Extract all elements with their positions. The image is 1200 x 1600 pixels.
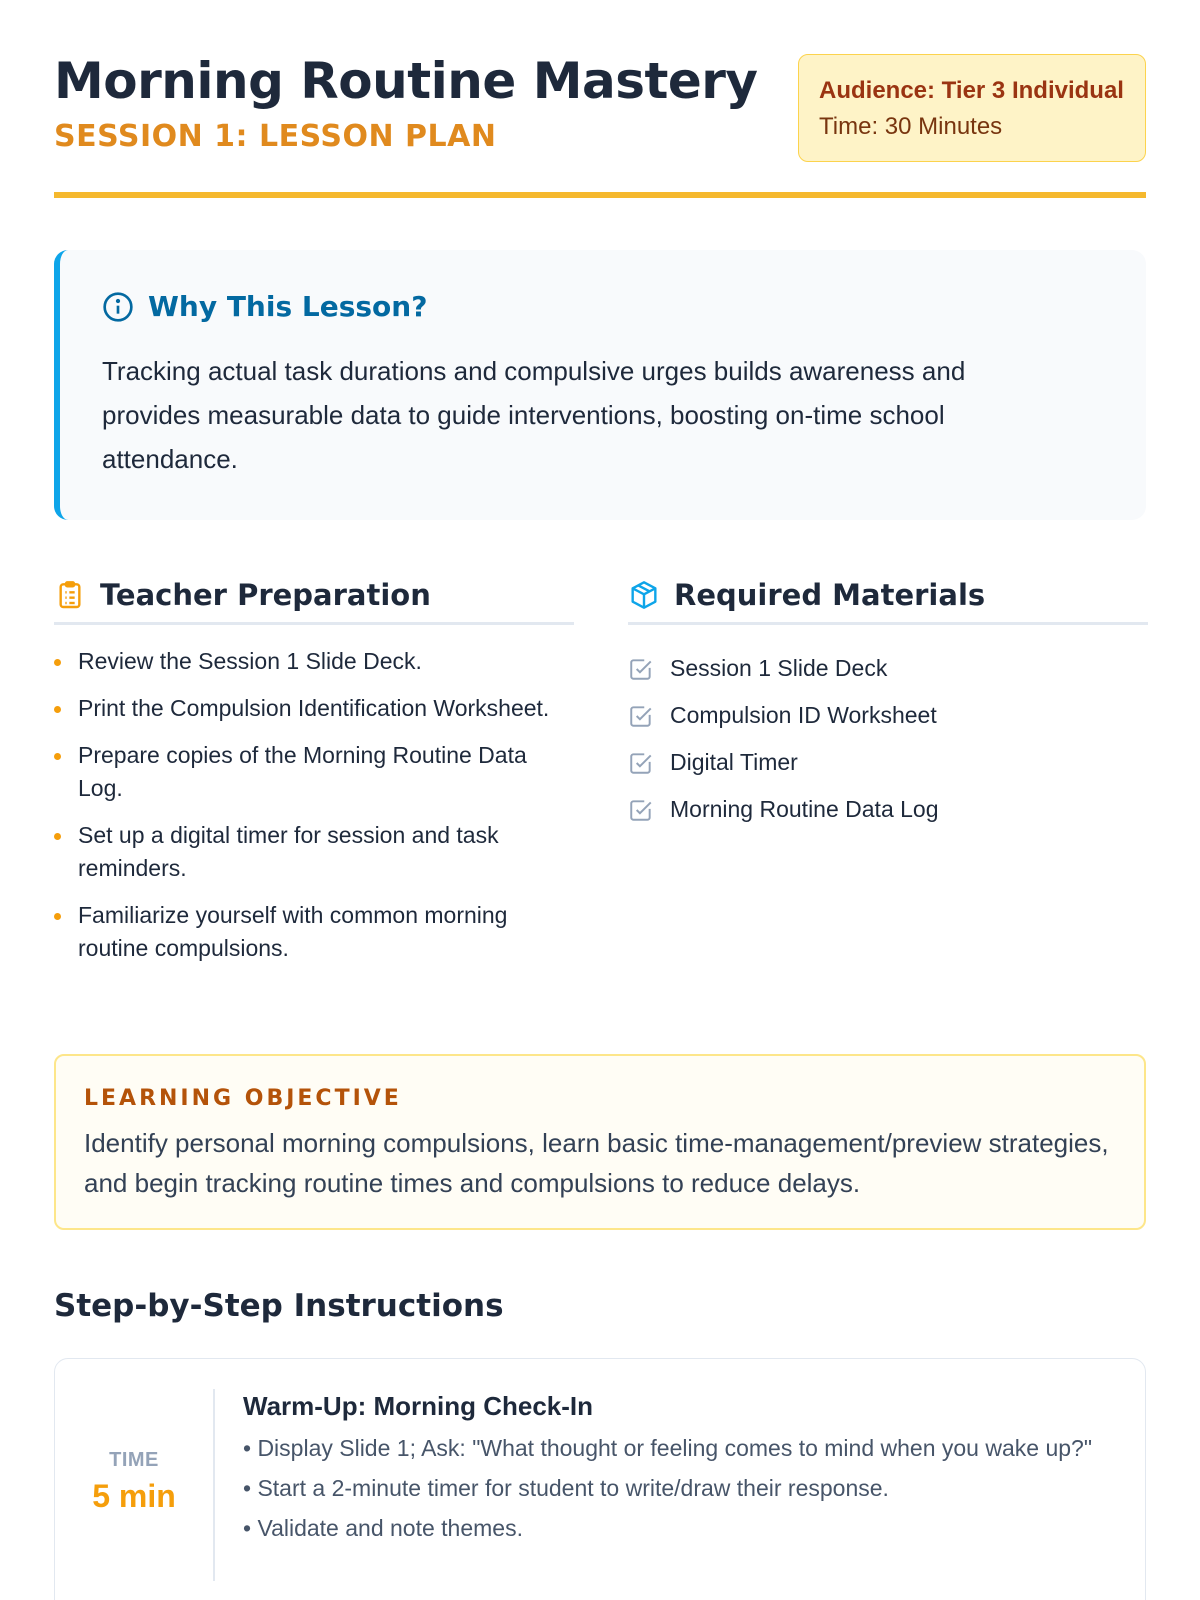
step-item: • Validate and note themes. xyxy=(243,1515,523,1541)
bullet-dot-icon xyxy=(54,833,61,840)
info-icon xyxy=(102,291,134,323)
bullet-dot-icon xyxy=(54,753,61,760)
step-time-value: 5 min xyxy=(92,1478,176,1514)
list-item: Review the Session 1 Slide Deck. xyxy=(54,645,574,678)
bullet-dot-icon xyxy=(54,706,61,713)
checkbox-icon xyxy=(628,703,654,729)
list-item: Morning Routine Data Log xyxy=(628,786,1148,833)
objective-text: Identify personal morning compulsions, learn basic time-management/preview strategies, and begin tracking routine times and compulsions to reduce delays. xyxy=(84,1128,1109,1198)
preparation-title: Teacher Preparation xyxy=(100,578,431,612)
audience-box xyxy=(798,54,1146,162)
lesson-plan-page xyxy=(54,0,1146,1541)
clipboard-icon xyxy=(54,579,86,611)
list-item: Set up a digital timer for session and task reminders. xyxy=(54,819,574,885)
step-item: • Display Slide 1; Ask: "What thought or feeling comes to mind when you wake up?" xyxy=(243,1435,1092,1461)
teacher-preparation-section xyxy=(54,578,574,979)
list-item: Compulsion ID Worksheet xyxy=(628,692,1148,739)
why-text: Tracking actual task durations and compulsive urges builds awareness and provides measurable data to guide interventions, boosting on-time school attendance. xyxy=(102,356,966,474)
list-item: Familiarize yourself with common morning routine compulsions. xyxy=(54,899,574,965)
list-item: Print the Compulsion Identification Worksheet. xyxy=(54,692,574,725)
why-this-lesson-box xyxy=(54,250,1146,520)
why-title: Why This Lesson? xyxy=(148,290,428,323)
bullet-dot-icon xyxy=(54,913,61,920)
list-item: Digital Timer xyxy=(628,739,1148,786)
materials-list xyxy=(628,645,1148,833)
box-icon xyxy=(628,579,660,611)
list-item: Prepare copies of the Morning Routine Data Log. xyxy=(54,739,574,805)
step-title: Warm-Up: Morning Check-In xyxy=(243,1391,594,1421)
step-time xyxy=(55,1389,215,1581)
required-materials-section xyxy=(628,578,1148,833)
time-label: Time: 30 Minutes xyxy=(819,113,1003,140)
step-item: • Start a 2-minute timer for student to write/draw their response. xyxy=(243,1475,889,1501)
materials-title: Required Materials xyxy=(674,578,986,612)
checkbox-icon xyxy=(628,750,654,776)
step-card xyxy=(54,1358,1146,1600)
bullet-dot-icon xyxy=(54,659,61,666)
step-items xyxy=(243,1432,1123,1544)
steps-title: Step-by-Step Instructions xyxy=(54,1288,504,1324)
list-item: Session 1 Slide Deck xyxy=(628,645,1148,692)
why-header xyxy=(102,290,1104,323)
materials-header xyxy=(628,578,1148,625)
preparation-header xyxy=(54,578,574,625)
learning-objective-box xyxy=(54,1054,1146,1230)
step-time-label: TIME xyxy=(109,1449,159,1471)
audience-label: Audience: Tier 3 Individual xyxy=(819,77,1124,104)
objective-label: LEARNING OBJECTIVE xyxy=(84,1086,402,1111)
checkbox-icon xyxy=(628,797,654,823)
checkbox-icon xyxy=(628,656,654,682)
header xyxy=(54,0,1146,198)
page-title: Morning Routine Mastery xyxy=(54,52,758,110)
step-body xyxy=(243,1391,1123,1552)
preparation-list xyxy=(54,645,574,965)
page-subtitle: SESSION 1: LESSON PLAN xyxy=(54,119,497,154)
